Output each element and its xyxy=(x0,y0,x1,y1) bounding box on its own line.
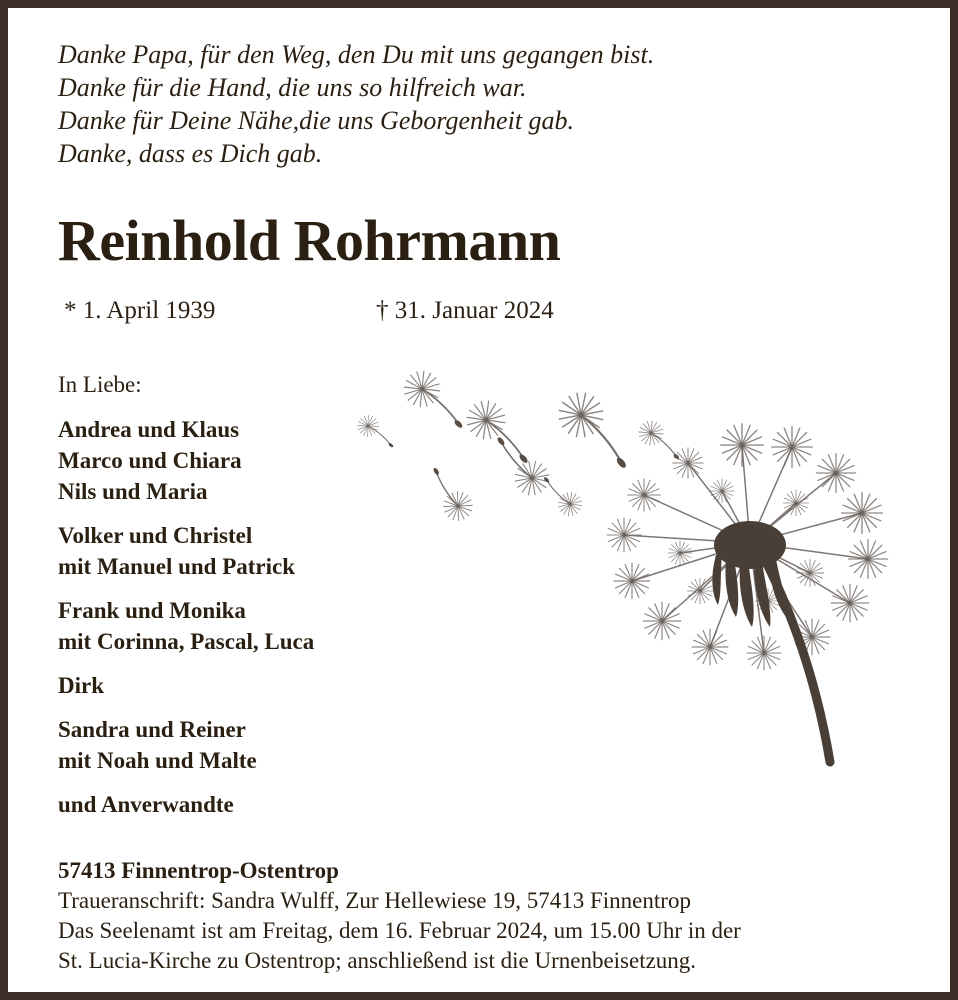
deceased-name: Reinhold Rohrmann xyxy=(58,208,561,273)
family-line: Dirk xyxy=(58,673,104,698)
family-group xyxy=(58,670,398,701)
service-line-2: St. Lucia-Kirche zu Ostentrop; anschließend ist die Urnenbeisetzung. xyxy=(58,948,697,973)
verse-line: Danke für die Hand, die uns so hilfreich war. xyxy=(58,73,527,102)
family-line: Nils und Maria xyxy=(58,479,208,504)
death-date: † 31. Januar 2024 xyxy=(376,297,554,324)
family-line: Frank und Monika xyxy=(58,598,246,623)
service-line-1: Das Seelenamt ist am Freitag, dem 16. Februar 2024, um 15.00 Uhr in der xyxy=(58,918,741,943)
family-line: Volker und Christel xyxy=(58,523,253,548)
verse-line: Danke Papa, für den Weg, den Du mit uns gegangen bist. xyxy=(58,40,655,69)
family-group xyxy=(58,789,398,820)
family-line: mit Noah und Malte xyxy=(58,748,257,773)
verse-line: Danke, dass es Dich gab. xyxy=(58,139,323,168)
postal-city-line: 57413 Finnentrop-Ostentrop xyxy=(58,858,339,883)
dandelion-icon xyxy=(338,358,938,788)
notice-inner xyxy=(8,8,950,992)
family-line: mit Manuel und Patrick xyxy=(58,554,296,579)
family-group xyxy=(58,595,398,657)
family-line: Andrea und Klaus xyxy=(58,417,240,442)
memorial-verse xyxy=(58,38,758,170)
birth-date: * 1. April 1939 xyxy=(64,297,216,324)
family-mourners xyxy=(58,370,398,833)
life-dates xyxy=(58,296,618,326)
verse-line: Danke für Deine Nähe,die uns Geborgenheit gab. xyxy=(58,106,575,135)
mourners-intro: In Liebe: xyxy=(58,372,142,397)
family-group xyxy=(58,714,398,776)
mourning-address-line: Traueranschrift: Sandra Wulff, Zur Hellewiese 19, 57413 Finnentrop xyxy=(58,888,691,913)
family-line: mit Corinna, Pascal, Luca xyxy=(58,629,315,654)
family-group xyxy=(58,520,398,582)
family-line: Marco und Chiara xyxy=(58,448,242,473)
family-line: und Anverwandte xyxy=(58,792,234,817)
family-group xyxy=(58,414,398,507)
family-line: Sandra und Reiner xyxy=(58,717,246,742)
service-details xyxy=(58,856,918,976)
